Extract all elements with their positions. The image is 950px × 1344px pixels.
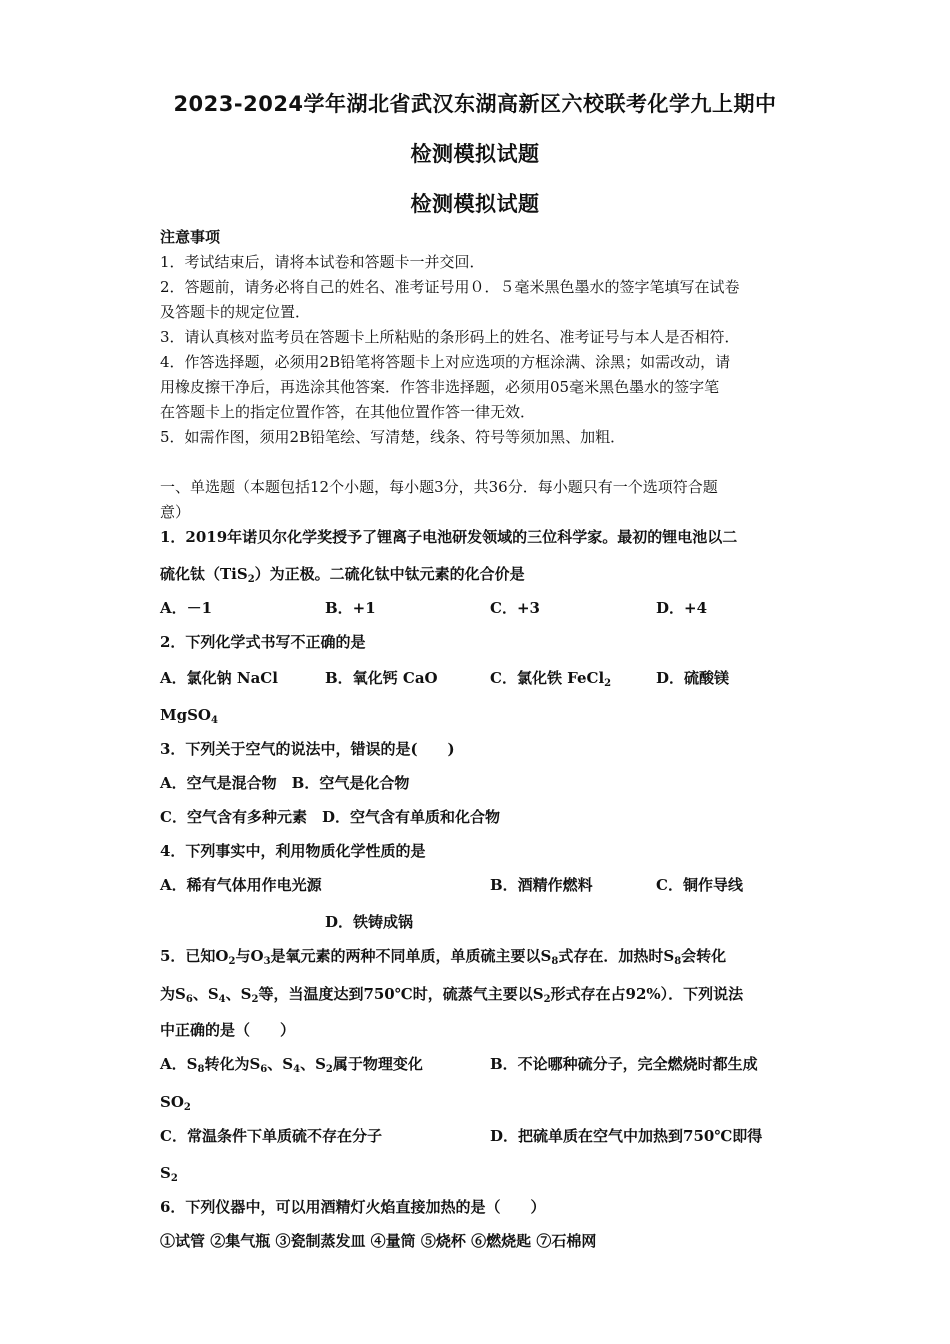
q5-option-d-formula: $S_2$: [160, 1164, 178, 1184]
notice-item-1: 1．考试结束后，请将本试卷和答题卡一并交回．: [160, 253, 485, 271]
exam-title-line-2: 检测模拟试题: [410, 142, 540, 166]
notice-item-2b: 及答题卡的规定位置．: [160, 303, 311, 321]
q2-option-b: B．氧化钙 CaO: [325, 669, 438, 687]
notice-item-4b: 用橡皮擦干净后，再选涂其他答案．作答非选择题，必须用05毫米黑色墨水的签字笔: [160, 378, 720, 396]
q1-option-b: B．+1: [325, 599, 376, 617]
section-heading-line-1: 一、单选题（本题包括12个小题，每小题3分，共36分．每小题只有一个选项符合题: [160, 478, 718, 496]
q1-stem-line-2: 硫化钛（TiS$_2$）为正极。二硫化钛中钛元素的化合价是: [160, 565, 525, 585]
q4-option-c: C．铜作导线: [656, 876, 743, 894]
q4-stem: 4．下列事实中，利用物质化学性质的是: [160, 842, 426, 860]
q5-option-c: C．常温条件下单质硫不存在分子: [160, 1127, 382, 1145]
q5-stem-line-3: 中正确的是（ ）: [160, 1021, 296, 1039]
q3-options-ab: A．空气是混合物 B．空气是化合物: [160, 774, 410, 792]
q4-option-a: A．稀有气体用作电光源: [160, 876, 322, 894]
q2-option-d-formula: MgSO$_4$: [160, 706, 218, 726]
notice-item-4a: 4．作答选择题，必须用2B铅笔将答题卡上对应选项的方框涂满、涂黑；如需改动，请: [160, 353, 731, 371]
q5-stem-line-1: 5．已知$O_2$与$O_3$是氧元素的两种不同单质，单质硫主要以$S_8$式存在．加热时$S_8$会转化: [160, 947, 727, 967]
q3-options-cd: C．空气含有多种元素 D．空气含有单质和化合物: [160, 808, 500, 826]
q5-option-b-formula: $SO_2$: [160, 1093, 191, 1113]
q1-stem-line-1: 1．2019年诺贝尔化学奖授予了锂离子电池研发领域的三位科学家。最初的锂电池以二: [160, 528, 738, 546]
q4-option-b: B．酒精作燃料: [490, 876, 593, 894]
notice-item-5: 5．如需作图，须用2B铅笔绘、写清楚，线条、符号等须加黑、加粗．: [160, 428, 626, 446]
q4-option-d: D．铁铸成锅: [325, 913, 414, 931]
q2-option-c: C．氯化铁 FeCl$_2$: [490, 669, 612, 689]
q6-items: ①试管 ②集气瓶 ③瓷制蒸发皿 ④量筒 ⑤烧杯 ⑥燃烧匙 ⑦石棉网: [160, 1232, 597, 1250]
exam-title-line-1: 2023-2024学年湖北省武汉东湖高新区六校联考化学九上期中: [173, 92, 777, 116]
notice-item-3: 3．请认真核对监考员在答题卡上所粘贴的条形码上的姓名、准考证号与本人是否相符．: [160, 328, 740, 346]
q2-option-d: D．硫酸镁: [656, 669, 730, 687]
q3-stem: 3．下列关于空气的说法中，错误的是( ): [160, 740, 455, 758]
q5-option-a: A．$S_8$转化为$S_6$、$S_4$、$S_2$属于物理变化: [160, 1055, 423, 1075]
q1-option-a: A．－1: [160, 599, 213, 617]
exam-title-line-3: 检测模拟试题: [410, 192, 540, 216]
q5-option-b: B．不论哪种硫分子，完全燃烧时都生成: [490, 1055, 758, 1073]
q2-option-a: A．氯化钠 NaCl: [160, 669, 278, 687]
notice-item-4c: 在答题卡上的指定位置作答，在其他位置作答一律无效．: [160, 403, 536, 421]
q1-option-d: D．+4: [656, 599, 708, 617]
q2-stem: 2．下列化学式书写不正确的是: [160, 633, 366, 651]
section-heading-line-2: 意）: [160, 503, 191, 521]
q1-option-c: C．+3: [490, 599, 540, 617]
notice-item-2a: 2．答题前，请务必将自己的姓名、准考证号用０．５毫米黑色墨水的签字笔填写在试卷: [160, 278, 740, 296]
q5-option-d: D．把硫单质在空气中加热到750℃即得: [490, 1127, 763, 1145]
q6-stem: 6．下列仪器中，可以用酒精灯火焰直接加热的是（ ）: [160, 1198, 546, 1216]
notice-heading: 注意事项: [160, 228, 221, 246]
q5-stem-line-2: 为$S_6$、$S_4$、$S_2$等，当温度达到750℃时，硫蒸气主要以$S_2$形式存在占92%）．下列说法: [160, 985, 744, 1005]
